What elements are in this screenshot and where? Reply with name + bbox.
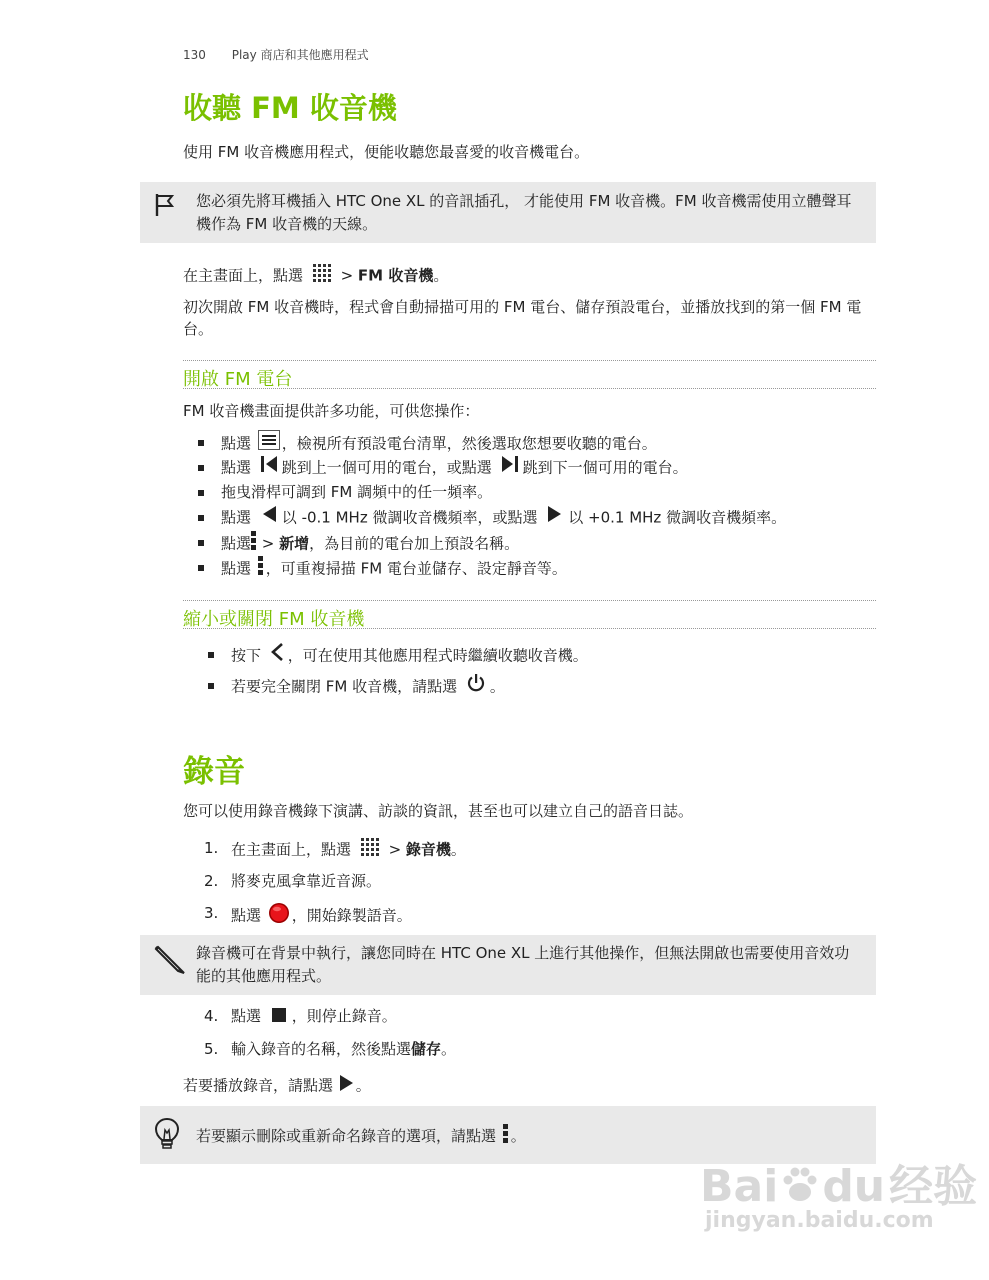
list-item: 點選 ，可重複掃描 FM 電台並儲存、設定靜音等。 bbox=[221, 555, 871, 580]
list-item: 拖曳滑桿可調到 FM 調頻中的任一頻率。 bbox=[221, 480, 871, 505]
note-text-fm: 您必須先將耳機插入 HTC One XL 的音訊插孔， 才能使用 FM 收音機。FM 收音機需使用立體聲耳機作為 FM 收音機的天線。 bbox=[196, 192, 852, 233]
first-open-text: 初次開啟 FM 收音機時，程式會自動掃描可用的 FM 電台、儲存預設電台，並播放找到的第一個 FM 電台。 bbox=[183, 298, 862, 338]
record-button-icon bbox=[268, 902, 290, 930]
watermark-url: jingyan.baidu.com bbox=[705, 1208, 934, 1233]
tune-up-icon bbox=[548, 505, 562, 531]
minimize-heading: 縮小或關閉 FM 收音機 bbox=[183, 609, 365, 630]
open-station-list bbox=[221, 430, 871, 580]
next-station-icon bbox=[501, 455, 519, 481]
open-fm-sep: > bbox=[340, 266, 358, 285]
step-1: 1. 在主畫面上，點選 > 錄音機。 bbox=[231, 837, 466, 863]
fm-title: 收聽 FM 收音機 bbox=[183, 91, 397, 125]
list-item: 若要完全關閉 FM 收音機，請點選 。 bbox=[231, 673, 871, 698]
play-icon bbox=[340, 1074, 354, 1098]
watermark-logo: Bai du经验 bbox=[700, 1150, 977, 1215]
note-box-fm bbox=[140, 182, 876, 243]
step-5: 5. 輸入錄音的名稱，然後點選儲存。 bbox=[204, 1040, 457, 1058]
page-number: 130 bbox=[183, 48, 206, 62]
list-item: 點選 > 新增，為目前的電台加上預設名稱。 bbox=[221, 530, 871, 555]
step-4: 4. 點選 ，則停止錄音。 bbox=[231, 1005, 397, 1028]
step-3: 3. 點選 ，開始錄製語音。 bbox=[231, 902, 412, 930]
stop-icon bbox=[272, 1006, 286, 1028]
paw-icon bbox=[780, 1164, 820, 1215]
list-item: 點選 跳到上一個可用的電台，或點選 跳到下一個可用的電台。 bbox=[221, 455, 871, 480]
tip-text: 若要顯示刪除或重新命名錄音的選項，請點選 。 bbox=[196, 1123, 862, 1150]
open-fm-pre: 在主畫面上，點選 bbox=[183, 266, 304, 285]
tune-down-icon bbox=[262, 505, 276, 531]
record-intro: 您可以使用錄音機錄下演講、訪談的資訊，甚至也可以建立自己的語音日誌。 bbox=[183, 802, 694, 820]
divider bbox=[183, 600, 876, 601]
play-instruction: 若要播放錄音，請點選 。 bbox=[183, 1074, 371, 1098]
lightbulb-icon bbox=[154, 1118, 180, 1156]
all-apps-icon bbox=[312, 263, 332, 289]
divider bbox=[183, 388, 876, 389]
previous-station-icon bbox=[260, 455, 278, 481]
note-box-record bbox=[140, 935, 876, 995]
step-2: 2. 將麥克風拿靠近音源。 bbox=[204, 872, 382, 890]
power-icon bbox=[466, 673, 486, 701]
menu-icon bbox=[258, 430, 280, 458]
minimize-list bbox=[231, 642, 871, 698]
open-station-heading: 開啟 FM 電台 bbox=[183, 369, 293, 390]
all-apps-icon bbox=[360, 837, 380, 863]
page-header bbox=[183, 46, 369, 63]
open-station-intro: FM 收音機畫面提供許多功能，可供您操作： bbox=[183, 402, 480, 420]
flag-icon bbox=[154, 192, 176, 222]
more-icon bbox=[503, 1123, 509, 1150]
pencil-icon bbox=[154, 941, 186, 979]
divider bbox=[183, 360, 876, 361]
chapter-title: Play 商店和其他應用程式 bbox=[231, 48, 369, 62]
more-icon bbox=[258, 555, 264, 583]
list-item: 點選 ，檢視所有預設電台清單，然後選取您想要收聽的電台。 bbox=[221, 430, 871, 455]
fm-intro: 使用 FM 收音機應用程式，便能收聽您最喜愛的收音機電台。 bbox=[183, 143, 590, 161]
back-icon bbox=[268, 642, 286, 670]
divider bbox=[183, 628, 876, 629]
open-fm-end: 。 bbox=[433, 266, 449, 285]
record-title: 錄音 bbox=[183, 754, 245, 790]
list-item: 按下 ，可在使用其他應用程式時繼續收聽收音機。 bbox=[231, 642, 871, 667]
note-text-record: 錄音機可在背景中執行，讓您同時在 HTC One XL 上進行其他操作，但無法開啟也需要使用音效功能的其他應用程式。 bbox=[196, 944, 850, 985]
open-fm-instruction bbox=[183, 263, 448, 289]
open-fm-bold: FM 收音機 bbox=[357, 266, 434, 285]
list-item: 點選 以 -0.1 MHz 微調收音機頻率，或點選 以 +0.1 MHz 微調收音機頻率。 bbox=[221, 505, 871, 530]
